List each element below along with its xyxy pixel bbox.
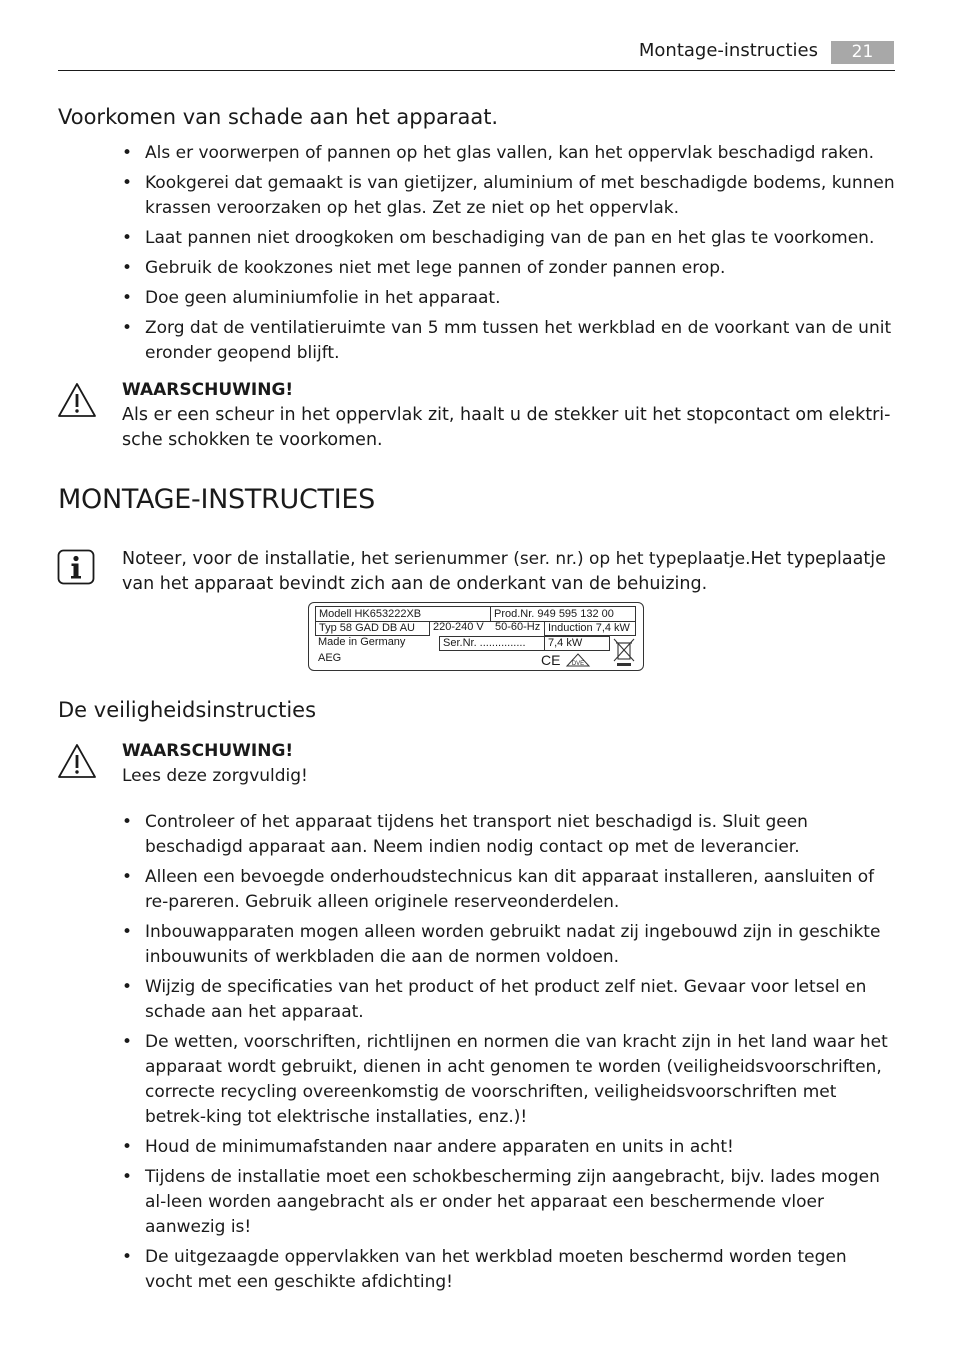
damage-heading: Voorkomen van schade aan het apparaat. xyxy=(58,105,499,129)
plate-induction: Induction 7,4 kW xyxy=(544,621,636,636)
info-note-part2: , het serienummer (ser. nr.) op het typeplaatje. xyxy=(350,549,751,569)
list-item: • Doe geen aluminiumfolie in het apparaat. xyxy=(122,288,501,308)
list-item: • De uitgezaagde oppervlakken van het werkblad moeten beschermd worden tegen vocht met een geschikte afdichting! xyxy=(122,1247,847,1292)
info-icon xyxy=(57,549,95,585)
list-item: • Alleen een bevoegde onderhoudstechnicus kan dit apparaat installeren, aansluiten of re-pareren. Gebruik alleen originele reserveonderdelen. xyxy=(122,867,875,912)
header-rule xyxy=(58,70,895,71)
list-item: • Controleer of het apparaat tijdens het transport niet beschadigd is. Sluit geen beschadigd apparaat aan. Neem indien nodig contact op met de leverancier. xyxy=(122,812,808,857)
list-item: • De wetten, voorschriften, richtlijnen en normen die van kracht zijn in het land waar het apparaat wordt gebruikt, dienen in acht genomen te worden (veiligheidsvoorschriften, correcte recycling overeenkomstig de voorschriften, veiligheidsvoorschriften met betrek-king tot elektrische installaties, enz.)! xyxy=(122,1032,888,1127)
damage-bullet-list xyxy=(122,141,897,371)
plate-frequency: 50-60-Hz xyxy=(495,621,541,633)
list-item: • Zorg dat de ventilatieruimte van 5 mm tussen het werkblad en de voorkant van de unit eronder geopend blijft. xyxy=(122,318,892,363)
running-header-title: Montage-instructies xyxy=(638,40,818,61)
list-item: • Houd de minimumafstanden naar andere apparaten en units in acht! xyxy=(122,1137,734,1157)
warning-title: WAARSCHUWING! xyxy=(122,741,294,761)
plate-power: 7,4 kW xyxy=(544,636,610,651)
warning-triangle-icon xyxy=(57,382,97,418)
ce-mark: CE xyxy=(541,652,561,668)
list-item: • Als er voorwerpen of pannen op het glas vallen, kan het oppervlak beschadigd raken. xyxy=(122,143,875,163)
warning-text: Als er een scheur in het oppervlak zit, haalt u de stekker uit het stopcontact om elektri-sche schokken te voorkomen. xyxy=(122,405,891,450)
plate-prod-nr: Prod.Nr. 949 595 132 00 xyxy=(490,606,636,622)
main-heading: MONTAGE-INSTRUCTIES xyxy=(58,484,375,515)
list-item: • Tijdens de installatie moet een schokbescherming zijn aangebracht, bijv. lades mogen al-leen worden aangebracht als er onder het apparaat een beschermende vloer aanwezig is! xyxy=(122,1167,880,1237)
safety-bullet-list xyxy=(122,810,897,1300)
info-note-text xyxy=(122,547,897,597)
plate-voltage: 220-240 V xyxy=(433,621,484,633)
info-note-part1: Noteer, voor de installatie xyxy=(122,549,351,569)
list-item: • Wijzig de specificaties van het product of het product zelf niet. Gevaar voor letsel en schade aan het apparaat. xyxy=(122,977,867,1022)
approval-mark-icon xyxy=(565,652,591,668)
warning-block-safety xyxy=(122,739,897,789)
crossed-bin-icon xyxy=(612,637,636,667)
list-item: • Laat pannen niet droogkoken om beschadiging van de pan en het glas te voorkomen. xyxy=(122,228,875,248)
plate-model: Modell HK653222XB xyxy=(315,606,491,622)
page-number: 21 xyxy=(831,41,894,64)
list-item: • Kookgerei dat gemaakt is van gietijzer, aluminium of met beschadigde bodems, kunnen krassen veroorzaken op het glas. Zet ze niet op het oppervlak. xyxy=(122,173,895,218)
warning-text: Lees deze zorgvuldig! xyxy=(122,766,308,786)
list-item: • Inbouwapparaten mogen alleen worden gebruikt nadat zij ingebouwd zijn in geschikte inbouwunits of werkbladen die aan de normen voldoen. xyxy=(122,922,881,967)
svg-text:DVE: DVE xyxy=(571,661,585,667)
warning-block-damage xyxy=(122,378,897,453)
type-plate xyxy=(308,602,644,671)
list-item: • Gebruik de kookzones niet met lege pannen of zonder pannen erop. xyxy=(122,258,726,278)
plate-ser-nr: Ser.Nr. ............... xyxy=(439,636,545,651)
plate-brand: AEG xyxy=(318,652,342,664)
warning-title: WAARSCHUWING! xyxy=(122,380,294,400)
safety-heading: De veiligheidsinstructies xyxy=(58,698,317,722)
plate-typ: Typ 58 GAD DB AU xyxy=(315,621,430,636)
plate-made-in: Made in Germany xyxy=(318,636,406,648)
warning-triangle-icon xyxy=(57,743,97,779)
info-note-part3: Het typeplaatje van het apparaat bevindt zich aan de onderkant van de behuizing. xyxy=(122,549,886,594)
